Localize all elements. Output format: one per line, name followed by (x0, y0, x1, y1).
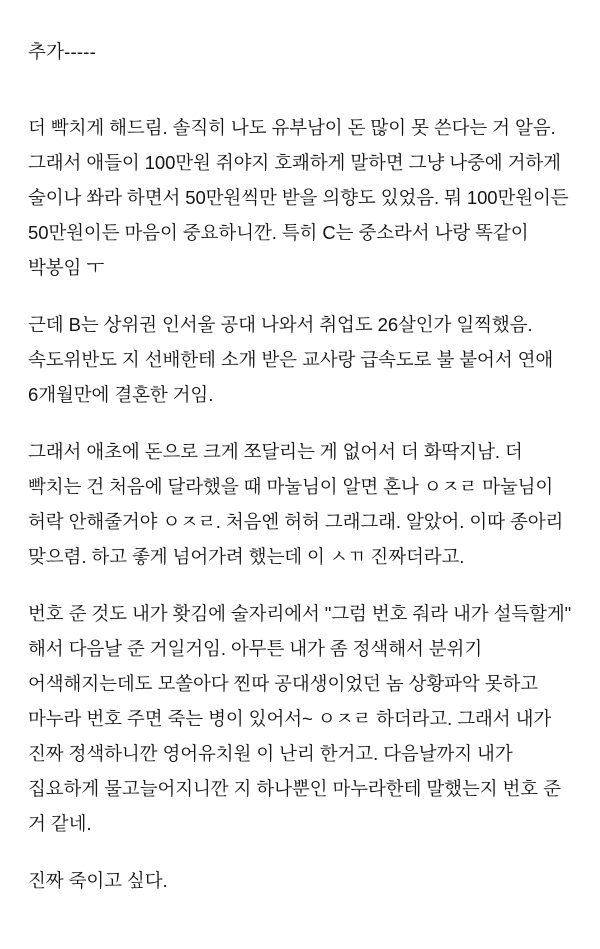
paragraph-2: 근데 B는 상위권 인서울 공대 나와서 취업도 26살인가 일찍했음. 속도위반도 지 선배한테 소개 받은 교사랑 급속도로 불 붙어서 연애 6개월만에 결혼한 거임. (28, 313, 559, 405)
paragraph-3: 그래서 애초에 돈으로 크게 쪼달리는 게 없어서 더 화딱지남. 더 빡치는 건 처음에 달라했을 때 마눌님이 알면 혼나 ㅇㅈㄹ 마눌님이 허락 안해줄거야 ㅇㅈㄹ. 처음엔 허허 그래그래. 알았어. 이따 종아리 맞으렴. 하고 좋게 넘어가려 했는데 이 ㅅㄲ 진짜더라고. (28, 440, 569, 567)
document-heading: 추가----- (28, 41, 96, 62)
paragraph-5: 진짜 죽이고 싶다. (28, 869, 168, 891)
paragraph-4: 번호 준 것도 내가 홧김에 술자리에서 "그럼 번호 줘라 내가 설득할게" 해서 다음날 준 거일거임. 아무튼 내가 좀 정색해서 분위기 어색해지는데도 모쏠아다 찐따 공대생이었던 놈 상황파악 못하고 마누라 번호 주면 죽는 병이 있어서~ ㅇㅈㄹ 하더라고. 그래서 내가 진짜 정색하니깐 영어유치원 이 난리 한거고. 다음날까지 내가 집요하게 물고늘어지니깐 지 하나뿐인 마누라한테 말했는지 번호 준 거 같네. (28, 602, 577, 834)
paragraph-1: 더 빡치게 해드림. 솔직히 나도 유부남이 돈 많이 못 쓴다는 거 알음. 그래서 애들이 100만원 쥐야지 호쾌하게 말하면 그냥 나중에 거하게 술이나 쏴라 하면서 50만원씩만 받을 의향도 있었음. 뭐 100만원이든 50만원이든 마음이 중요하니깐. 특히 C는 중소라서 나랑 똑같이 박봉임 ㅜ (28, 116, 574, 278)
